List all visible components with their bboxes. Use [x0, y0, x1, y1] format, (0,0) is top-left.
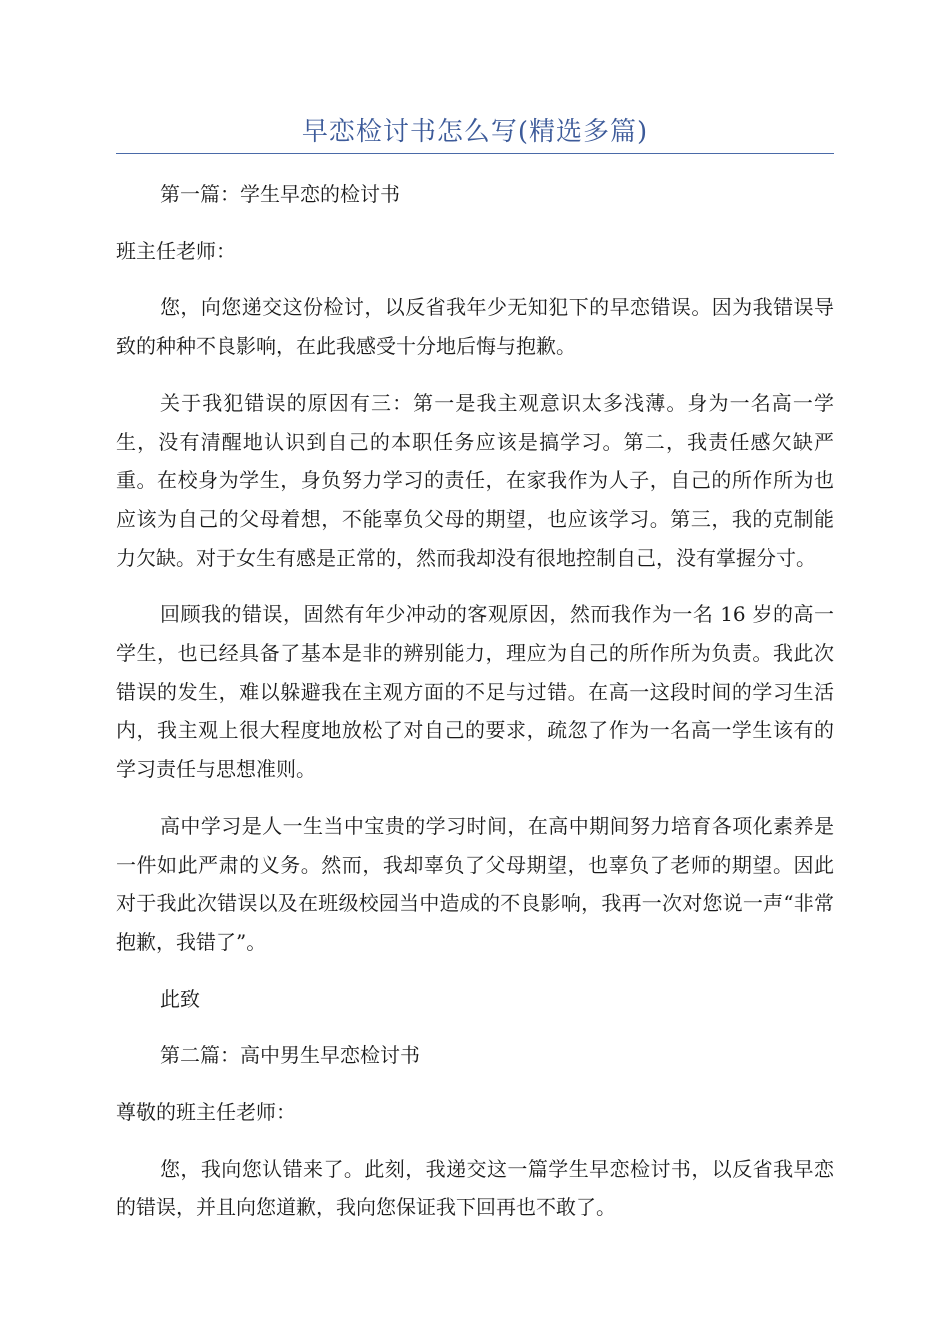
paragraph: 您，向您递交这份检讨，以反省我年少无知犯下的早恋错误。因为我错误导致的种种不良影响，在此我感受十分地后悔与抱歉。 — [116, 295, 834, 359]
paragraph: 高中学习是人一生当中宝贵的学习时间，在高中期间努力培育各项化素养是一件如此严肃的义务。然而，我却辜负了父母期望，也辜负了老师的期望。因此对于我此次错误以及在班级校园当中造成的不良影响，我再一次对您说一声“非常抱歉，我错了”。 — [116, 813, 834, 954]
paragraph: 回顾我的错误，固然有年少冲动的客观原因，然而我作为一名 16 岁的高一学生，也已经具备了基本是非的辨别能力，理应为自己的所作所为负责。我此次错误的发生，难以躲避我在主观方面的不足与过错。在高一这段时间的学习生活内，我主观上很大程度地放松了对自己的要求，疏忽了作为一名高一学生该有的学习责任与思想准则。 — [116, 602, 834, 782]
salutation-two: 尊敬的班主任老师： — [116, 1100, 296, 1125]
heading-part-two: 第二篇：高中男生早恋检讨书 — [160, 1043, 420, 1068]
document-body — [116, 175, 834, 1245]
salutation-one: 班主任老师： — [116, 238, 236, 263]
heading-part-one: 第一篇：学生早恋的检讨书 — [160, 182, 400, 206]
title-underline — [116, 153, 834, 154]
closing-line: 此致 — [160, 986, 200, 1011]
document-title: 早恋检讨书怎么写(精选多篇) — [301, 117, 649, 147]
paragraph: 关于我犯错误的原因有三：第一是我主观意识太多浅薄。身为一名高一学生，没有清醒地认识到自己的本职任务应该是搞学习。第二，我责任感欠缺严重。在校身为学生，身负努力学习的责任，在家我作为人子，自己的所作所为也应该为自己的父母着想，不能辜负父母的期望，也应该学习。第三，我的克制能力欠缺。对于女生有感是正常的，然而我却没有很地控制自己，没有掌握分寸。 — [116, 390, 834, 570]
paragraph: 您，我向您认错来了。此刻，我递交这一篇学生早恋检讨书，以反省我早恋的错误，并且向您道歉，我向您保证我下回再也不敢了。 — [116, 1156, 834, 1220]
